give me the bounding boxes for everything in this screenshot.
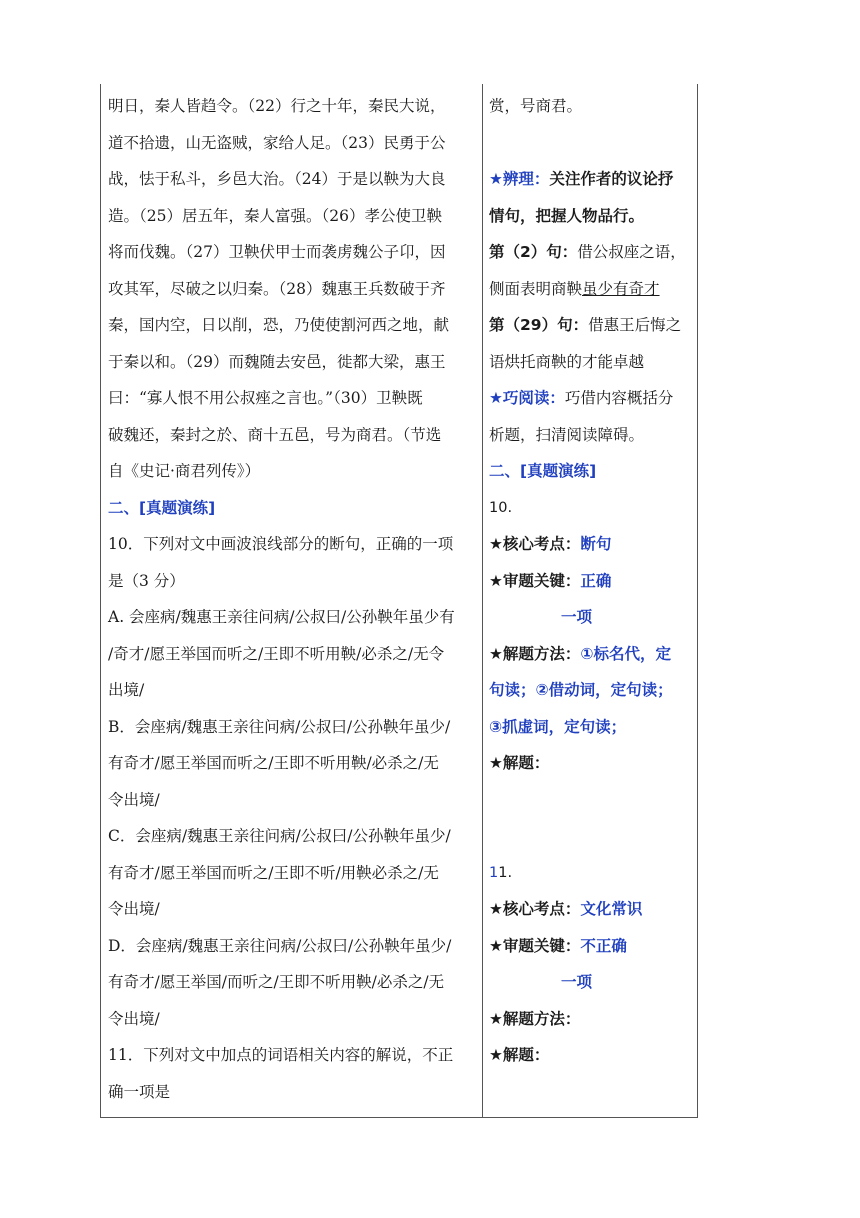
passage-line: 秦，国内空，日以削，恐，乃使使割河西之地，献 bbox=[108, 316, 450, 334]
option-a: /奇才/愿王举国而听之/王即不听用鞅/必杀之/无令 bbox=[108, 644, 445, 663]
q10-method-line2: 句读；②借动词，定句读； bbox=[489, 681, 673, 699]
passage-line: 道不拾遗，山无盗贼，家给人足。（23）民勇于公 bbox=[108, 133, 446, 152]
key-label: ★审题关键： bbox=[489, 936, 581, 955]
passage-line: 明日，秦人皆趋令。（22）行之十年，秦民大说， bbox=[108, 97, 446, 115]
option-a: 出境/ bbox=[108, 681, 145, 699]
q11-solve: ★解题： bbox=[489, 1046, 550, 1064]
core-value: 文化常识 bbox=[580, 900, 643, 918]
sentence-2-note-line2 bbox=[489, 271, 694, 308]
option-c: 令出境/ bbox=[108, 900, 160, 918]
option-b: B．会座病/魏惠王亲往问病/公叔曰/公孙鞅年虽少/ bbox=[108, 717, 451, 736]
passage-line: 破魏还，秦封之於、商十五邑，号为商君。（节选 bbox=[108, 425, 442, 444]
sentence-2-label: 第（2）句： bbox=[489, 243, 578, 261]
passage-line: 曰：“寡人恨不用公叔痤之言也。”（30）卫鞅既 bbox=[108, 389, 423, 407]
sentence-29-note bbox=[489, 307, 694, 344]
q10-one-item: 一项 bbox=[561, 608, 593, 626]
option-b: 有奇才/愿王举国而听之/王即不听用鞅/必杀之/无 bbox=[108, 754, 439, 772]
left-column bbox=[101, 84, 482, 1117]
qiao-note-line2: 析题，扫清阅读障碍。 bbox=[489, 425, 645, 444]
sentence-29-text: 借惠王后悔之 bbox=[588, 316, 682, 334]
section-title-left: 二、[真题演练] bbox=[108, 498, 216, 517]
question-11-stem: 11．下列对文中加点的词语相关内容的解说，不正 bbox=[108, 1046, 454, 1064]
option-b: 令出境/ bbox=[108, 790, 160, 809]
key-value: 正确 bbox=[580, 571, 612, 590]
passage-line: 战，怯于私斗，乡邑大治。（24）于是以鞅为大良 bbox=[108, 170, 446, 188]
key-label: ★审题关键： bbox=[489, 571, 581, 590]
sentence-29-label: 第（29）句： bbox=[489, 316, 589, 334]
q10-method-line3: ③抓虚词，定句读； bbox=[489, 717, 627, 736]
q10-number: 10. bbox=[489, 499, 513, 516]
option-d: D．会座病/魏惠王亲往问病/公叔曰/公孙鞅年虽少/ bbox=[108, 936, 452, 955]
bianli-text: 关注作者的议论抒 bbox=[549, 170, 674, 188]
qiao-label: ★巧阅读： bbox=[489, 389, 565, 407]
passage-line: 攻其军，尽破之以归秦。（28）魏惠王兵数破于齐 bbox=[108, 279, 446, 298]
key-value: 不正确 bbox=[580, 936, 627, 955]
bianli-note bbox=[489, 161, 694, 198]
sentence-2-text: 借公叔座之语， bbox=[577, 243, 686, 261]
method-label: ★解题方法： bbox=[489, 644, 581, 663]
option-d: 令出境/ bbox=[108, 1009, 160, 1028]
sentence-2-note bbox=[489, 234, 694, 271]
core-label: ★核心考点： bbox=[489, 900, 581, 918]
content-table bbox=[100, 84, 698, 1118]
core-value: 断句 bbox=[580, 535, 612, 553]
q11-number-a: 1 bbox=[489, 864, 499, 881]
section-title-right: 二、[真题演练] bbox=[489, 462, 597, 480]
option-d: 有奇才/愿王举国/而听之/王即不听用鞅/必杀之/无 bbox=[108, 973, 445, 991]
q10-key bbox=[489, 563, 694, 600]
qiao-text: 巧借内容概括分 bbox=[564, 389, 674, 407]
spacer bbox=[489, 125, 694, 162]
bianli-note-line2: 情句，把握人物品行。 bbox=[489, 206, 645, 225]
method-value: ①标名代，定 bbox=[580, 644, 672, 663]
passage-line: 于秦以和。（29）而魏随去安邑，徙都大梁，惠王 bbox=[108, 352, 446, 371]
bianli-label: ★辨理： bbox=[489, 170, 550, 188]
passage-line: 自《史记·商君列传》） bbox=[108, 462, 261, 480]
qiao-note bbox=[489, 380, 694, 417]
passage-continuation: 赏，号商君。 bbox=[489, 97, 583, 115]
question-10-stem: 10．下列对文中画波浪线部分的断句，正确的一项 bbox=[108, 535, 454, 553]
right-column bbox=[483, 84, 698, 1117]
passage-line: 将而伐魏。（27）卫鞅伏甲士而袭虏魏公子卬，因 bbox=[108, 243, 446, 261]
option-c: 有奇才/愿王举国而听之/王即不听/用鞅必杀之/无 bbox=[108, 863, 439, 882]
q10-method bbox=[489, 636, 694, 673]
q11-number-b: 1. bbox=[498, 864, 513, 881]
sentence-2-underlined: 虽少有奇才 bbox=[582, 279, 660, 298]
core-label: ★核心考点： bbox=[489, 535, 581, 553]
q11-method: ★解题方法： bbox=[489, 1009, 581, 1028]
option-c: C．会座病/魏惠王亲往问病/公叔曰/公孙鞅年虽少/ bbox=[108, 827, 451, 845]
question-11-stem: 确一项是 bbox=[108, 1082, 171, 1101]
q11-number bbox=[489, 855, 694, 892]
q10-solve: ★解题： bbox=[489, 754, 550, 772]
option-a: A. 会座病/魏惠王亲往问病/公叔曰/公孙鞅年虽少有 bbox=[108, 608, 455, 626]
sentence-2-text-a: 侧面表明商鞅 bbox=[489, 279, 583, 298]
q11-core-point bbox=[489, 891, 694, 928]
q10-core-point bbox=[489, 526, 694, 563]
passage-line: 造。（25）居五年，秦人富强。（26）孝公使卫鞅 bbox=[108, 206, 442, 225]
spacer bbox=[489, 818, 694, 855]
sentence-29-note-line2: 语烘托商鞅的才能卓越 bbox=[489, 352, 645, 371]
spacer bbox=[489, 782, 694, 819]
q11-key bbox=[489, 928, 694, 965]
q11-one-item: 一项 bbox=[561, 973, 593, 991]
question-10-stem: 是（3 分） bbox=[108, 571, 185, 590]
